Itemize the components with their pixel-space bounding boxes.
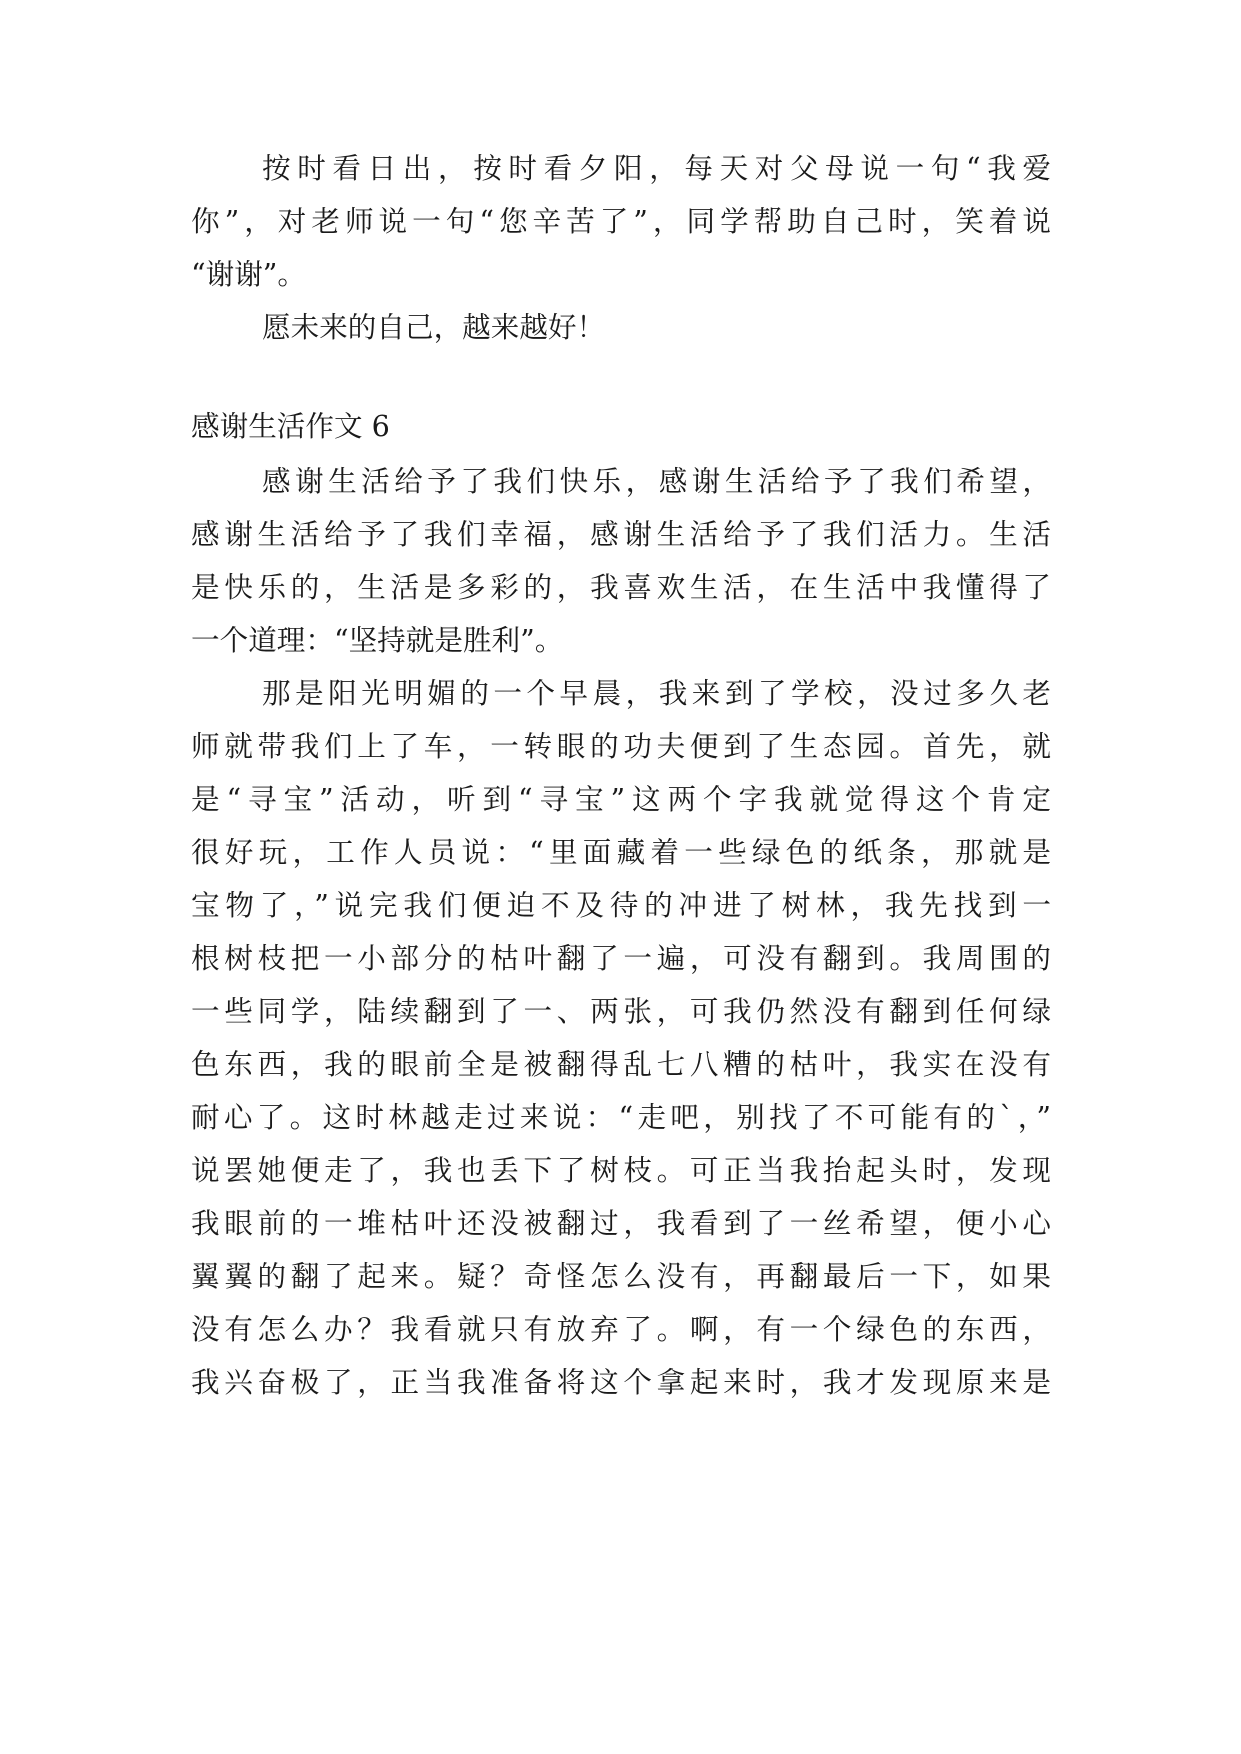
paragraph-line: 按时看日出，按时看夕阳，每天对父母说一句“我爱 [262, 151, 1051, 185]
paragraph-line: 我兴奋极了，正当我准备将这个拿起来时，我才发现原来是 [191, 1365, 1051, 1399]
paragraph-line: 那是阳光明媚的一个早晨，我来到了学校，没过多久老 [262, 676, 1051, 710]
paragraph-line: 翼翼的翻了起来。疑？奇怪怎么没有，再翻最后一下，如果 [191, 1259, 1051, 1293]
paragraph-line: 你”，对老师说一句“您辛苦了”，同学帮助自己时，笑着说 [191, 204, 1051, 238]
paragraph-line: 感谢生活给予了我们幸福，感谢生活给予了我们活力。生活 [191, 517, 1051, 551]
paragraph-line: 一个道理：“坚持就是胜利”。 [191, 623, 564, 657]
paragraph-line: 一些同学，陆续翻到了一、两张，可我仍然没有翻到任何绿 [191, 994, 1051, 1028]
paragraph-line: 宝物了，”说完我们便迫不及待的冲进了树林，我先找到一 [191, 888, 1051, 922]
paragraph-line: 感谢生活给予了我们快乐，感谢生活给予了我们希望， [262, 464, 1051, 498]
paragraph-line: 师就带我们上了车，一转眼的功夫便到了生态园。首先，就 [191, 729, 1051, 763]
paragraph-line: 我眼前的一堆枯叶还没被翻过，我看到了一丝希望，便小心 [191, 1206, 1051, 1240]
paragraph-line: 根树枝把一小部分的枯叶翻了一遍，可没有翻到。我周围的 [191, 941, 1051, 975]
paragraph-line: “谢谢”。 [191, 257, 307, 291]
paragraph-line: 是快乐的，生活是多彩的，我喜欢生活，在生活中我懂得了 [191, 570, 1051, 604]
paragraph-line: 愿未来的自己，越来越好！ [262, 310, 606, 344]
section-title: 感谢生活作文 6 [191, 409, 390, 443]
paragraph-line: 没有怎么办？我看就只有放弃了。啊，有一个绿色的东西， [191, 1312, 1051, 1346]
paragraph-line: 色东西，我的眼前全是被翻得乱七八糟的枯叶，我实在没有 [191, 1047, 1051, 1081]
paragraph-line: 耐心了。这时林越走过来说：“走吧，别找了不可能有的`，” [191, 1100, 1051, 1134]
paragraph-line: 很好玩，工作人员说：“里面藏着一些绿色的纸条，那就是 [191, 835, 1051, 869]
paragraph-line: 说罢她便走了，我也丢下了树枝。可正当我抬起头时，发现 [191, 1153, 1051, 1187]
paragraph-line: 是“寻宝”活动，听到“寻宝”这两个字我就觉得这个肯定 [191, 782, 1051, 816]
